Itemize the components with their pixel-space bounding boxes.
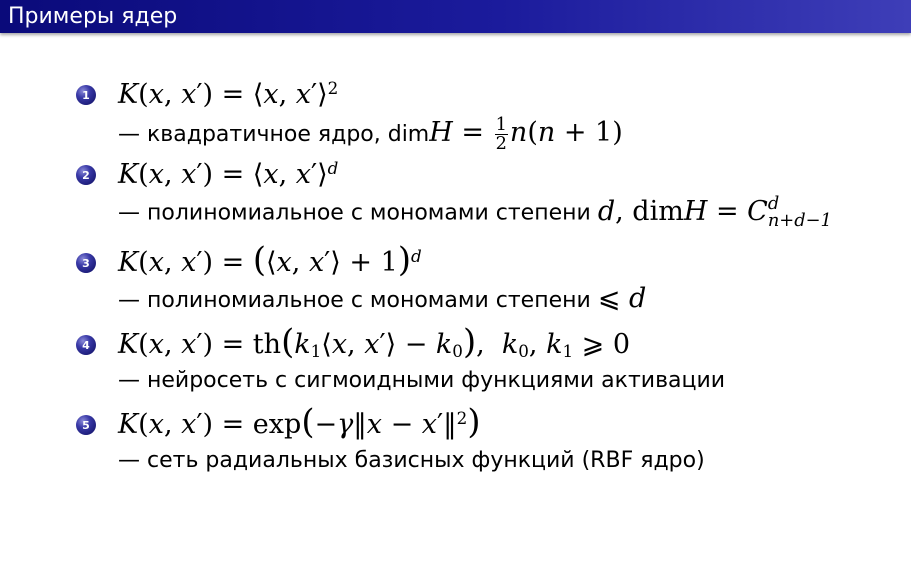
kernel-formula: K(x, x′) = exp(−γ‖x − x′‖$^2$) [118, 402, 481, 441]
kernel-description: — полиномиальное с мономами степени d, dimH = C d n+d−1 [118, 193, 832, 231]
title-bar [0, 0, 911, 33]
kernel-description: — нейросеть с сигмоидными функциями активации [118, 368, 726, 393]
list-item [76, 158, 906, 246]
kernel-formula: K(x, x′) = (⟨x, x′⟩ + 1)$^d$ [118, 240, 422, 279]
kernel-description: — сеть радиальных базисных функций (RBF ядро) [118, 448, 705, 473]
bullet-number-icon: 5 [76, 415, 96, 435]
kernel-list [76, 78, 906, 492]
kernel-formula: K(x, x′) = ⟨x, x′⟩$^2$ [118, 77, 339, 110]
bullet-number-icon: 1 [76, 85, 96, 105]
bullet-number-icon: 4 [76, 335, 96, 355]
kernel-formula: K(x, $x') = th(k_1⟨x$, x′⟩ − $k_0$), $k_0$, $k_1$ ⩾ 0 [118, 322, 631, 362]
list-item [76, 240, 906, 328]
kernel-formula: K(x, x′) = ⟨x, x′⟩$^d$ [118, 157, 339, 190]
list-item [76, 322, 906, 408]
bullet-number-icon: 2 [76, 165, 96, 185]
bullet-number-icon: 3 [76, 253, 96, 273]
list-item [76, 402, 906, 492]
kernel-description: — квадратичное ядро, dimH = $\frac{1}{2}$ n(n + 1) [118, 114, 623, 154]
list-item [76, 78, 906, 158]
kernel-description: — полиномиальное с мономами степени ⩽ d [118, 283, 647, 314]
slide-title: Примеры ядер [8, 4, 178, 29]
